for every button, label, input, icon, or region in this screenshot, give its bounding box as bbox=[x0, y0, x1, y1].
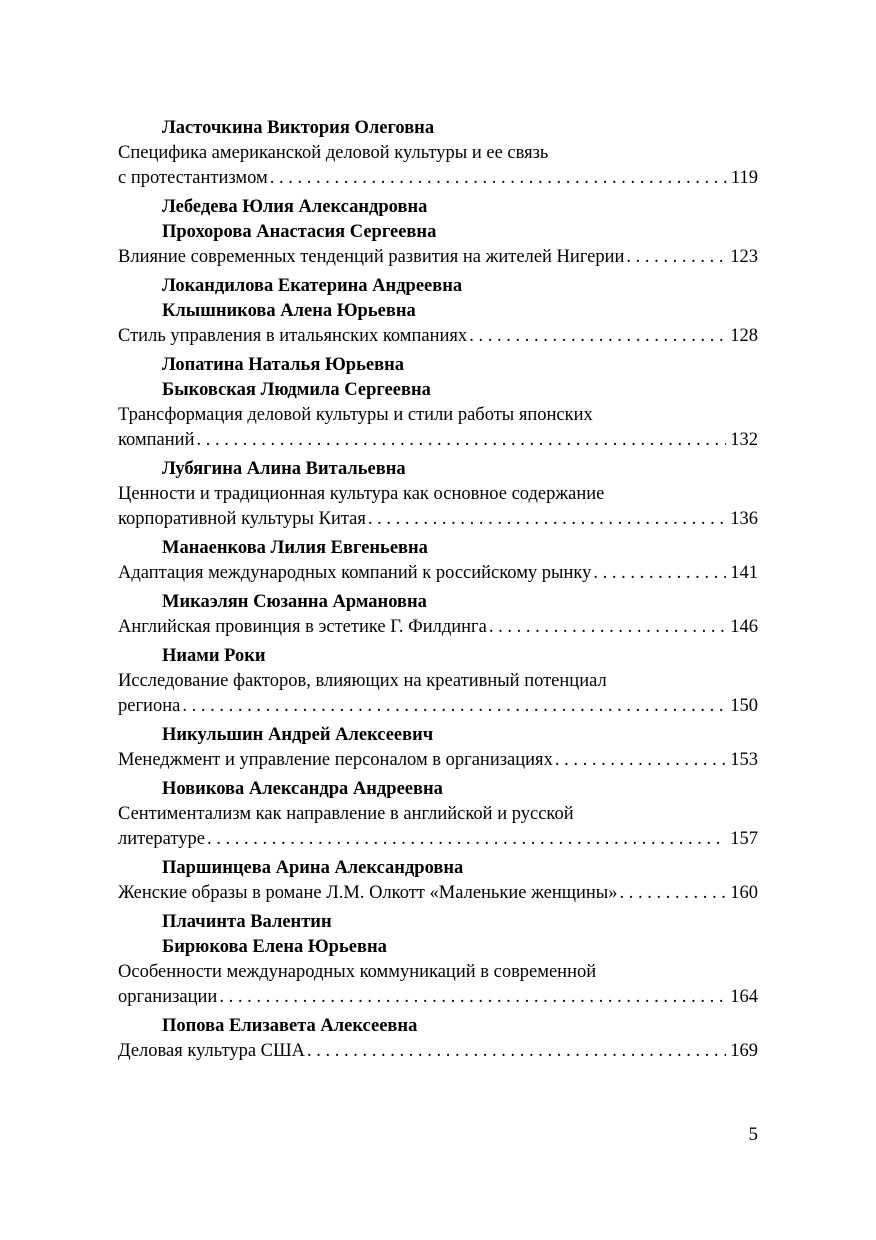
entry-title-line bbox=[118, 985, 758, 1010]
dot-leader bbox=[593, 561, 726, 586]
entry-title-line bbox=[118, 245, 758, 270]
toc-entry bbox=[118, 457, 758, 532]
entry-page-number: 146 bbox=[730, 617, 758, 637]
entry-title-text: региона bbox=[118, 696, 181, 716]
entry-title-line bbox=[118, 802, 758, 827]
entry-page-number: 157 bbox=[730, 829, 758, 849]
toc-entry bbox=[118, 856, 758, 906]
dot-leader bbox=[368, 507, 726, 532]
entry-title-text: Влияние современных тенденций развития на жителей Нигерии bbox=[118, 247, 625, 267]
entry-title-line bbox=[118, 166, 758, 191]
entry-title-text: с протестантизмом bbox=[118, 168, 268, 188]
dot-leader bbox=[619, 881, 726, 906]
dot-leader bbox=[469, 324, 726, 349]
author-name: Бирюкова Елена Юрьевна bbox=[162, 937, 387, 957]
toc-entry bbox=[118, 353, 758, 453]
toc-entry bbox=[118, 536, 758, 586]
toc-entry bbox=[118, 910, 758, 1010]
entry-title-line bbox=[118, 827, 758, 852]
entry-title-text: Ценности и традиционная культура как основное содержание bbox=[118, 484, 605, 504]
author-name: Лопатина Наталья Юрьевна bbox=[162, 355, 404, 375]
author-name: Никульшин Андрей Алексеевич bbox=[162, 725, 434, 745]
dot-leader bbox=[219, 985, 726, 1010]
entry-title-line bbox=[118, 694, 758, 719]
author-name: Плачинта Валентин bbox=[162, 912, 332, 932]
entry-title-text: Английская провинция в эстетике Г. Филдинга bbox=[118, 617, 487, 637]
author-name: Попова Елизавета Алексеевна bbox=[162, 1016, 418, 1036]
author-name: Прохорова Анастасия Сергеевна bbox=[162, 222, 437, 242]
dot-leader bbox=[307, 1039, 726, 1064]
entry-title-line bbox=[118, 881, 758, 906]
toc-entry bbox=[118, 590, 758, 640]
toc-entry bbox=[118, 195, 758, 270]
entry-title-text: Женские образы в романе Л.М. Олкотт «Маленькие женщины» bbox=[118, 883, 618, 903]
entry-title-line bbox=[118, 748, 758, 773]
dot-leader bbox=[555, 748, 726, 773]
author-name: Лебедева Юлия Александровна bbox=[162, 197, 428, 217]
page-number: 5 bbox=[748, 1124, 758, 1145]
entry-page-number: 169 bbox=[730, 1041, 758, 1061]
author-name: Паршинцева Арина Александровна bbox=[162, 858, 464, 878]
entry-title-line bbox=[118, 561, 758, 586]
author-name: Локандилова Екатерина Андреевна bbox=[162, 276, 463, 296]
author-name: Клышникова Алена Юрьевна bbox=[162, 301, 416, 321]
entry-page-number: 164 bbox=[730, 987, 758, 1007]
toc-entry bbox=[118, 1014, 758, 1064]
entry-title-line bbox=[118, 669, 758, 694]
author-name: Лубягина Алина Витальевна bbox=[162, 459, 406, 479]
entry-title-text: Сентиментализм как направление в английской и русской bbox=[118, 804, 574, 824]
entry-page-number: 123 bbox=[730, 247, 758, 267]
entry-title-text: организации bbox=[118, 987, 218, 1007]
entry-title-line bbox=[118, 615, 758, 640]
dot-leader bbox=[626, 245, 726, 270]
entry-title-text: Особенности международных коммуникаций в современной bbox=[118, 962, 597, 982]
entry-title-text: литературе bbox=[118, 829, 205, 849]
dot-leader bbox=[270, 166, 727, 191]
entry-title-text: Трансформация деловой культуры и стили работы японских bbox=[118, 405, 593, 425]
entry-title-line bbox=[118, 403, 758, 428]
author-name: Новикова Александра Андреевна bbox=[162, 779, 443, 799]
entry-title-line bbox=[118, 141, 758, 166]
toc-entry bbox=[118, 644, 758, 719]
entry-page-number: 136 bbox=[730, 509, 758, 529]
entry-page-number: 160 bbox=[730, 883, 758, 903]
entry-page-number: 153 bbox=[730, 750, 758, 770]
entry-page-number: 132 bbox=[730, 430, 758, 450]
entry-title-line bbox=[118, 428, 758, 453]
entry-title-text: Исследование факторов, влияющих на креативный потенциал bbox=[118, 671, 607, 691]
toc-entry bbox=[118, 274, 758, 349]
entry-title-text: Специфика американской деловой культуры и ее связь bbox=[118, 143, 549, 163]
entry-title-line bbox=[118, 960, 758, 985]
entry-title-text: компаний bbox=[118, 430, 195, 450]
author-name: Ниами Роки bbox=[162, 646, 266, 666]
entry-title-text: корпоративной культуры Китая bbox=[118, 509, 366, 529]
entry-title-text: Менеджмент и управление персоналом в организациях bbox=[118, 750, 553, 770]
author-name: Микаэлян Сюзанна Армановна bbox=[162, 592, 427, 612]
dot-leader bbox=[489, 615, 726, 640]
entry-page-number: 150 bbox=[730, 696, 758, 716]
table-of-contents bbox=[118, 116, 758, 1068]
entry-title-line bbox=[118, 507, 758, 532]
entry-title-text: Адаптация международных компаний к российскому рынку bbox=[118, 563, 592, 583]
dot-leader bbox=[207, 827, 726, 852]
entry-title-line bbox=[118, 324, 758, 349]
entry-page-number: 119 bbox=[730, 168, 758, 188]
entry-title-line bbox=[118, 482, 758, 507]
dot-leader bbox=[196, 428, 726, 453]
toc-entry bbox=[118, 116, 758, 191]
entry-title-line bbox=[118, 1039, 758, 1064]
author-name: Манаенкова Лилия Евгеньевна bbox=[162, 538, 428, 558]
dot-leader bbox=[182, 694, 726, 719]
entry-page-number: 141 bbox=[730, 563, 758, 583]
entry-page-number: 128 bbox=[730, 326, 758, 346]
author-name: Ласточкина Виктория Олеговна bbox=[162, 118, 435, 138]
author-name: Быковская Людмила Сергеевна bbox=[162, 380, 431, 400]
entry-title-text: Деловая культура США bbox=[118, 1041, 306, 1061]
toc-entry bbox=[118, 723, 758, 773]
toc-entry bbox=[118, 777, 758, 852]
entry-title-text: Стиль управления в итальянских компаниях bbox=[118, 326, 468, 346]
